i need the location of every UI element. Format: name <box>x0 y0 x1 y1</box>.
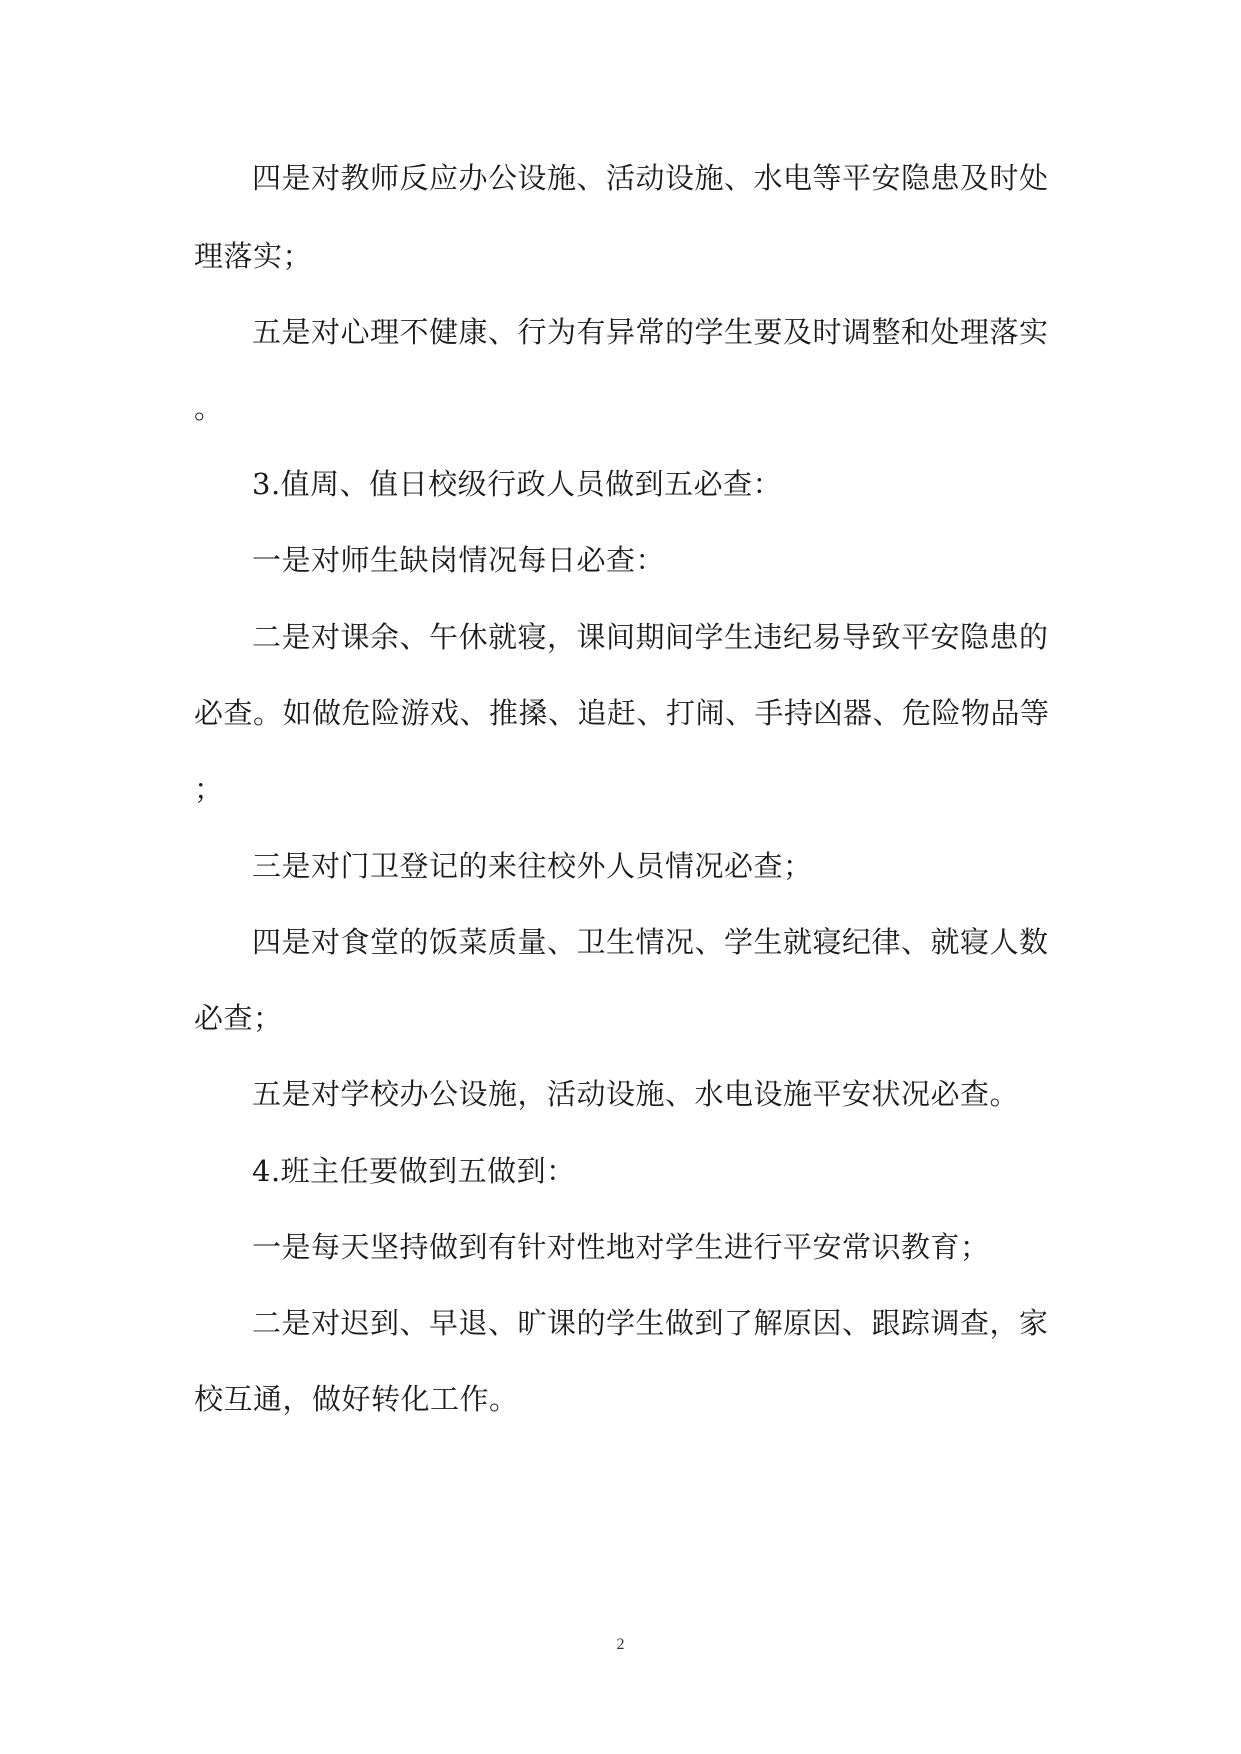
paragraph-line: 二是对迟到、早退、旷课的学生做到了解原因、跟踪调查，家 <box>252 1306 1049 1340</box>
paragraph-line: 五是对心理不健康、行为有异常的学生要及时调整和处理落实 <box>252 315 1049 349</box>
section-heading: 3.值周、值日校级行政人员做到五必查： <box>252 467 783 501</box>
paragraph-line: 四是对食堂的饭菜质量、卫生情况、学生就寝纪律、就寝人数 <box>252 925 1049 959</box>
paragraph-line: 。 <box>194 391 224 425</box>
paragraph-line: 四是对教师反应办公设施、活动设施、水电等平安隐患及时处 <box>252 161 1049 195</box>
paragraph-line: 二是对课余、午休就寝，课间期间学生违纪易导致平安隐患的 <box>252 620 1049 654</box>
section-heading: 4.班主任要做到五做到： <box>252 1154 576 1188</box>
page-number: 2 <box>616 1636 625 1653</box>
paragraph-line: 一是对师生缺岗情况每日必查： <box>252 543 666 577</box>
paragraph-line: 五是对学校办公设施，活动设施、水电设施平安状况必查。 <box>252 1077 1020 1111</box>
paragraph-line: 理落实； <box>194 239 313 273</box>
paragraph-line: 三是对门卫登记的来往校外人员情况必查； <box>252 849 813 883</box>
paragraph-line: 一是每天坚持做到有针对性地对学生进行平安常识教育； <box>252 1230 990 1264</box>
paragraph-line: 必查。如做危险游戏、推搡、追赶、打闹、手持凶器、危险物品等 <box>194 696 1050 730</box>
paragraph-line: 校互通，做好转化工作。 <box>194 1382 519 1416</box>
paragraph-line: 必查； <box>194 1001 283 1035</box>
paragraph-line: ； <box>194 772 224 806</box>
